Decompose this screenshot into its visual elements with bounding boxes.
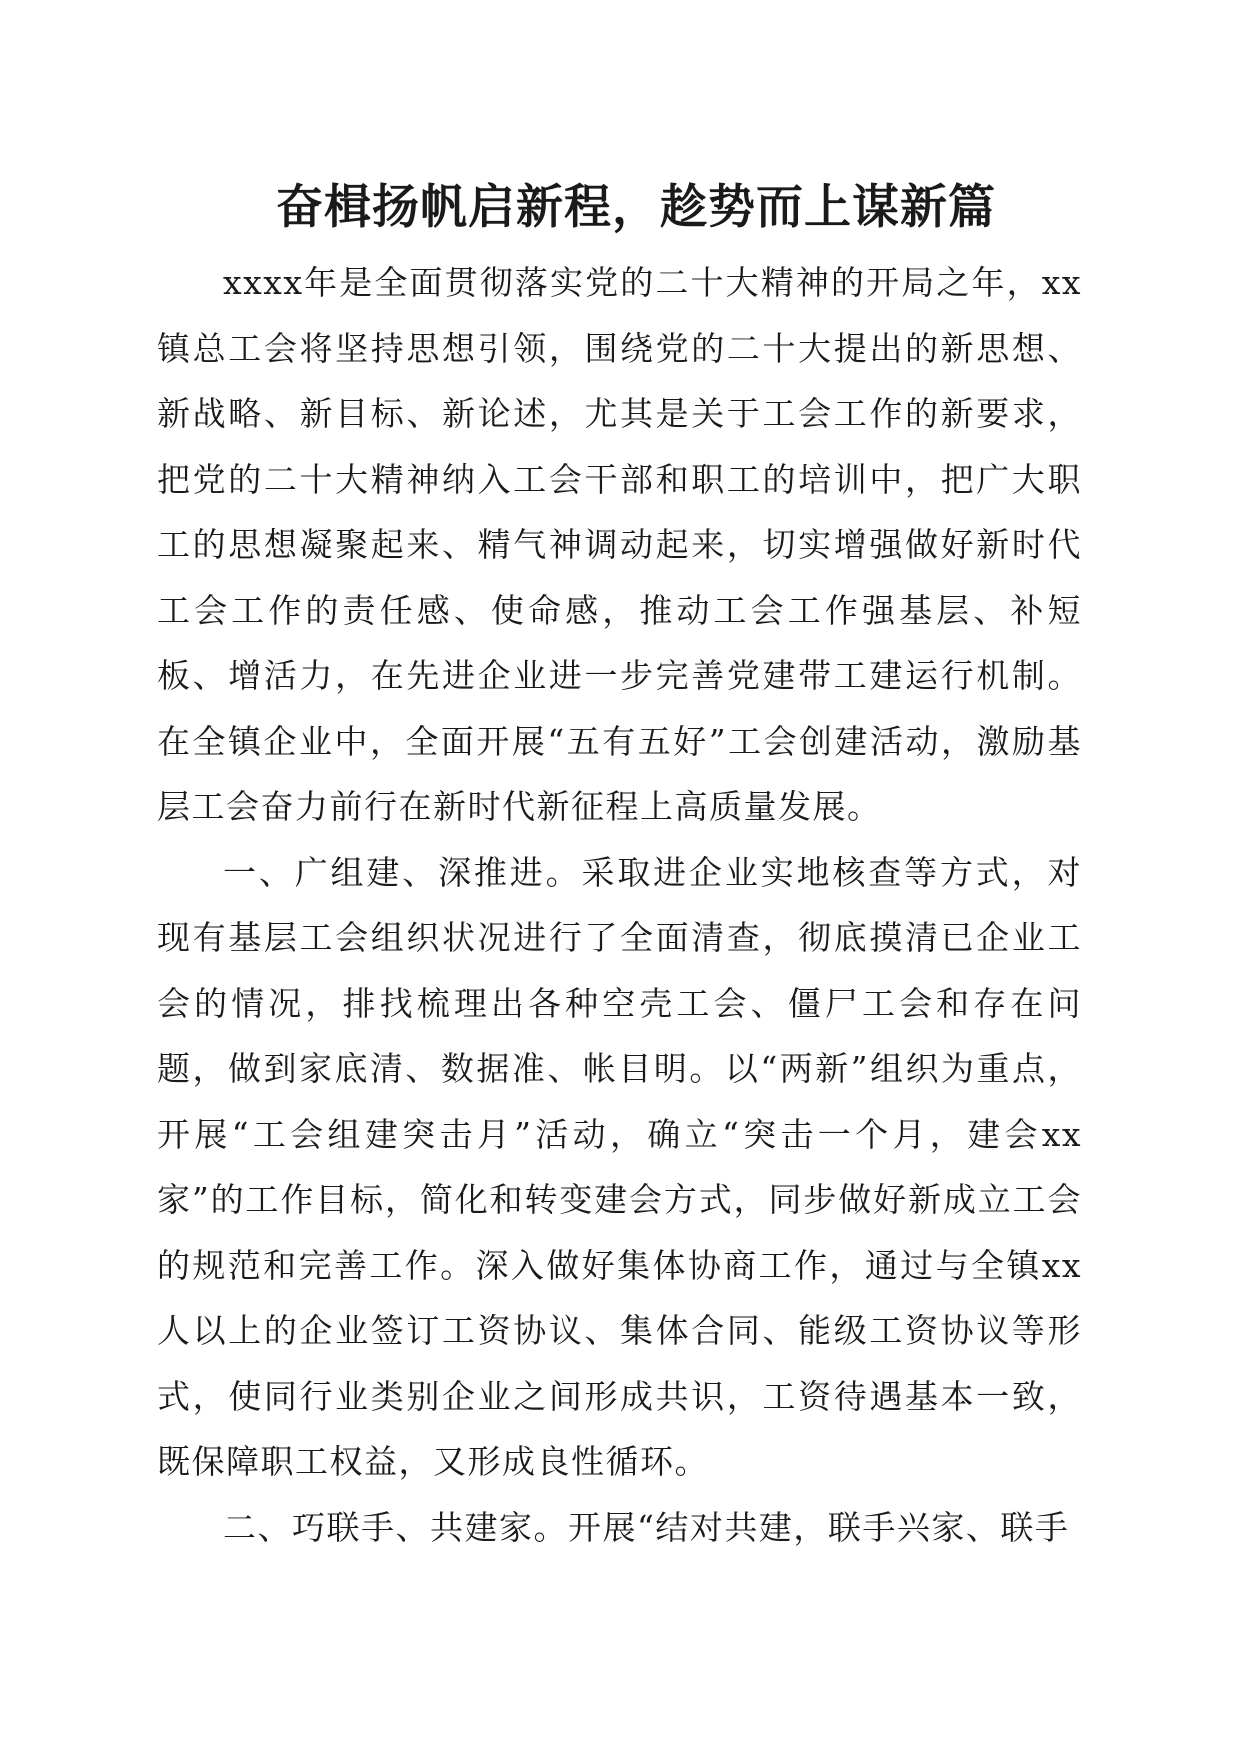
paragraph-intro: xxxx年是全面贯彻落实党的二十大精神的开局之年，xx镇总工会将坚持思想引领，围绕党的二十大提出的新思想、新战略、新目标、新论述，尤其是关于工会工作的新要求，把党的二十大精神纳入工会干部和职工的培训中，把广大职工的思想凝聚起来、精气神调动起来，切实增强做好新时代工会工作的责任感、使命感，推动工会工作强基层、补短板、增活力，在先进企业进一步完善党建带工建运行机制。在全镇企业中，全面开展“五有五好”工会创建活动，激励基层工会奋力前行在新时代新征程上高质量发展。 xyxy=(157,263,1082,826)
paragraph-section-2: 二、巧联手、共建家。开展“结对共建，联手兴家、联手 xyxy=(223,1507,1070,1547)
document-body xyxy=(157,250,1082,1560)
paragraph-section-1: 一、广组建、深推进。采取进企业实地核查等方式，对现有基层工会组织状况进行了全面清查，彻底摸清已企业工会的情况，排找梳理出各种空壳工会、僵尸工会和存在问题，做到家底清、数据准、帐目明。以“两新”组织为重点，开展“工会组建突击月”活动，确立“突击一个月，建会xx家”的工作目标，简化和转变建会方式，同步做好新成立工会的规范和完善工作。深入做好集体协商工作，通过与全镇xx人以上的企业签订工资协议、集体合同、能级工资协议等形式，使同行业类别企业之间形成共识，工资待遇基本一致，既保障职工权益，又形成良性循环。 xyxy=(157,852,1082,1481)
document-title: 奋楫扬帆启新程，趁势而上谋新篇 xyxy=(276,180,996,235)
